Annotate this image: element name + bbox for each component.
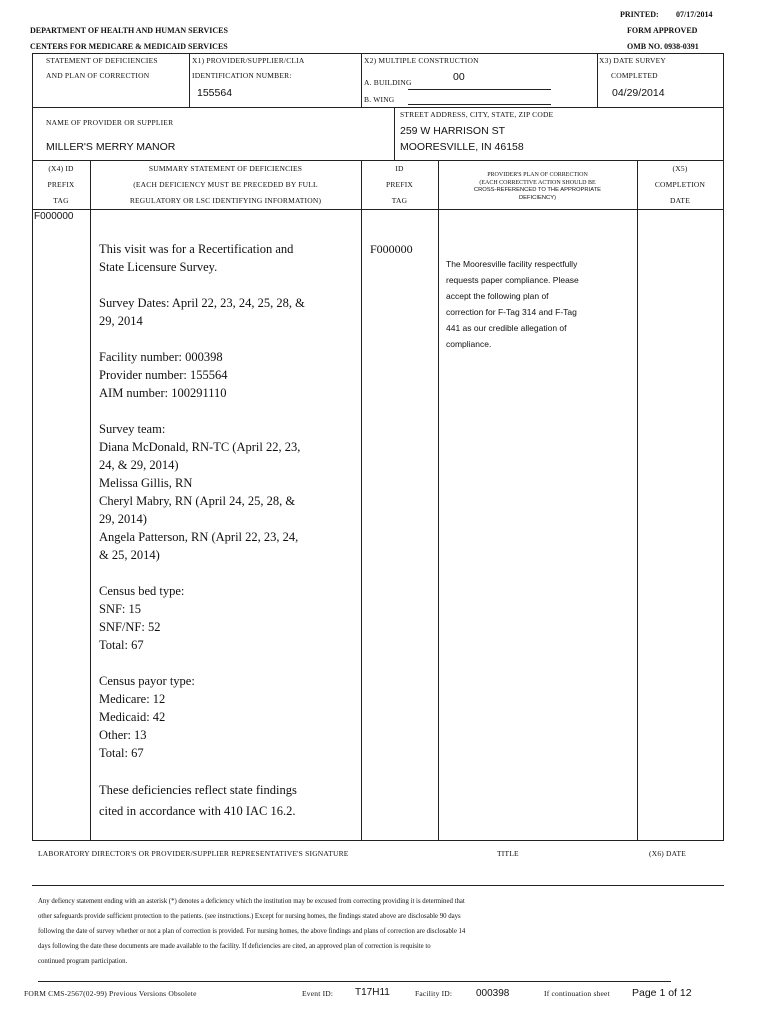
summary-line: SNF/NF: 52 (99, 620, 161, 634)
building-value: 00 (453, 71, 465, 83)
id-label-1: ID (395, 164, 404, 173)
summary-line: Melissa Gillis, RN (99, 476, 193, 490)
plan-line: accept the following plan of (446, 291, 549, 301)
summary-line: These deficiencies reflect state findings (99, 783, 297, 797)
summary-line: Total: 67 (99, 638, 144, 652)
wing-label: B. WING (364, 95, 395, 104)
summary-line: State Licensure Survey. (99, 260, 218, 274)
summary-line: Facility number: 000398 (99, 350, 223, 364)
plan-label-3: CROSS-REFERENCED TO THE APPROPRIATE (473, 187, 602, 193)
disclaimer-line: continued program participation. (38, 958, 128, 965)
summary-line: Survey Dates: April 22, 23, 24, 25, 28, & (99, 296, 305, 310)
provider-id-value: 155564 (197, 87, 233, 99)
summary-line: & 25, 2014) (99, 548, 160, 562)
x3-label-1: X3) DATE SURVEY (599, 56, 666, 65)
x4-label-2: PREFIX (47, 180, 75, 189)
summary-line: cited in accordance with 410 IAC 16.2. (99, 804, 296, 818)
summary-label-1: SUMMARY STATEMENT OF DEFICIENCIES (148, 164, 303, 173)
summary-line: SNF: 15 (99, 602, 142, 616)
building-label: A. BUILDING (364, 78, 412, 87)
event-id-value: T17H11 (355, 987, 390, 998)
date-label: (X6) DATE (649, 849, 687, 858)
summary-paragraph (99, 780, 359, 822)
disclaimer-line: other safeguards provide sufficient protection to the patients. (see instructions.) Except for nursing homes, the findings stated above are disclosable 90 days (38, 913, 461, 920)
printed-date: 07/17/2014 (676, 10, 713, 19)
disclaimer (38, 894, 718, 969)
x5-label-1: (X5) (672, 164, 688, 173)
plan-line: 441 as our credible allegation of (446, 323, 567, 333)
form-approved: FORM APPROVED (627, 26, 698, 35)
page-number: Page 1 of 12 (632, 987, 692, 999)
plan-label-2: (EACH CORRECTIVE ACTION SHOULD BE (479, 180, 596, 186)
summary-line: 29, 2014) (99, 512, 147, 526)
right-prefix-tag: F000000 (370, 242, 413, 256)
plan-line: The Mooresville facility respectfully (446, 259, 578, 269)
continuation-label: If continuation sheet (544, 989, 610, 998)
summary-line: This visit was for a Recertification and (99, 242, 294, 256)
summary-line: 24, & 29, 2014) (99, 458, 179, 472)
form-number: FORM CMS-2567(02-99) Previous Versions Obsolete (24, 989, 197, 998)
left-prefix-tag: F000000 (34, 211, 74, 222)
summary-label-2: (EACH DEFICIENCY MUST BE PRECEDED BY FULL (133, 180, 318, 189)
summary-line: 29, 2014 (99, 314, 143, 328)
summary-line: Survey team: (99, 422, 166, 436)
facility-id-value: 000398 (476, 988, 510, 999)
x1-label-1: X1) PROVIDER/SUPPLIER/CLIA (192, 56, 305, 65)
event-id-label: Event ID: (302, 989, 334, 998)
summary-line: Medicare: 12 (99, 692, 166, 706)
address-line-2: MOORESVILLE, IN 46158 (400, 141, 524, 153)
summary-line: Diana McDonald, RN-TC (April 22, 23, (99, 440, 301, 454)
x5-label-2: COMPLETION (654, 180, 706, 189)
x1-label-2: IDENTIFICATION NUMBER: (192, 71, 292, 80)
summary-line: Total: 67 (99, 746, 144, 760)
statement-label-2: AND PLAN OF CORRECTION (46, 71, 150, 80)
provider-name-label: NAME OF PROVIDER OR SUPPLIER (46, 118, 174, 127)
summary-paragraph (99, 294, 359, 330)
x4-label-1: (X4) ID (48, 164, 74, 173)
plan-of-correction (446, 256, 634, 352)
x3-label-2: COMPLETED (611, 71, 658, 80)
summary-paragraph (99, 582, 359, 654)
plan-label-4: DEFICIENCY) (518, 195, 557, 201)
plan-line: compliance. (446, 339, 492, 349)
disclaimer-line: following the date of survey whether or not a plan of correction is provided. For nursing homes, the above findings and plans of correction are disclosable 14 (38, 928, 466, 935)
summary-line: Medicaid: 42 (99, 710, 166, 724)
id-label-3: TAG (391, 196, 408, 205)
provider-name-value: MILLER'S MERRY MANOR (46, 141, 176, 153)
summary-line: Angela Patterson, RN (April 22, 23, 24, (99, 530, 299, 544)
summary-statement (99, 240, 359, 822)
plan-line: requests paper compliance. Please (446, 275, 579, 285)
summary-line: Census payor type: (99, 674, 195, 688)
signature-label: LABORATORY DIRECTOR'S OR PROVIDER/SUPPLIER REPRESENTATIVE'S SIGNATURE (38, 849, 349, 858)
disclaimer-line: Any defiency statement ending with an asterisk (*) denotes a deficiency which the institution may be excused from correcting providing it is determined that (38, 898, 465, 905)
x2-label: X2) MULTIPLE CONSTRUCTION (364, 56, 479, 65)
x5-label-3: DATE (670, 196, 690, 205)
address-label: STREET ADDRESS, CITY, STATE, ZIP CODE (400, 110, 554, 119)
plan-label-1: PROVIDER'S PLAN OF CORRECTION (487, 172, 588, 178)
x4-label-3: TAG (53, 196, 69, 205)
plan-line: correction for F-Tag 314 and F-Tag (446, 307, 577, 317)
omb-number: OMB NO. 0938-0391 (627, 42, 699, 51)
disclaimer-line: days following the date these documents are made available to the facility. If deficiencies are cited, an approved plan of correction is requisite to (38, 943, 431, 950)
summary-line: Provider number: 155564 (99, 368, 228, 382)
summary-line: Census bed type: (99, 584, 185, 598)
statement-label-1: STATEMENT OF DEFICIENCIES (46, 56, 158, 65)
id-label-2: PREFIX (385, 180, 414, 189)
facility-id-label: Facility ID: (415, 989, 453, 998)
title-label: TITLE (497, 849, 519, 858)
summary-label-3: REGULATORY OR LSC IDENTIFYING INFORMATION) (129, 196, 322, 205)
printed-label: PRINTED: (620, 10, 659, 19)
summary-paragraph (99, 420, 359, 564)
summary-line: Other: 13 (99, 728, 147, 742)
dept-title: DEPARTMENT OF HEALTH AND HUMAN SERVICES (30, 26, 228, 35)
centers-title: CENTERS FOR MEDICARE & MEDICAID SERVICES (30, 42, 228, 51)
summary-line: Cheryl Mabry, RN (April 24, 25, 28, & (99, 494, 296, 508)
summary-paragraph (99, 348, 359, 402)
address-line-1: 259 W HARRISON ST (400, 125, 506, 137)
summary-line: AIM number: 100291110 (99, 386, 227, 400)
summary-paragraph (99, 240, 359, 276)
survey-completed-date: 04/29/2014 (612, 87, 665, 99)
summary-paragraph (99, 672, 359, 762)
